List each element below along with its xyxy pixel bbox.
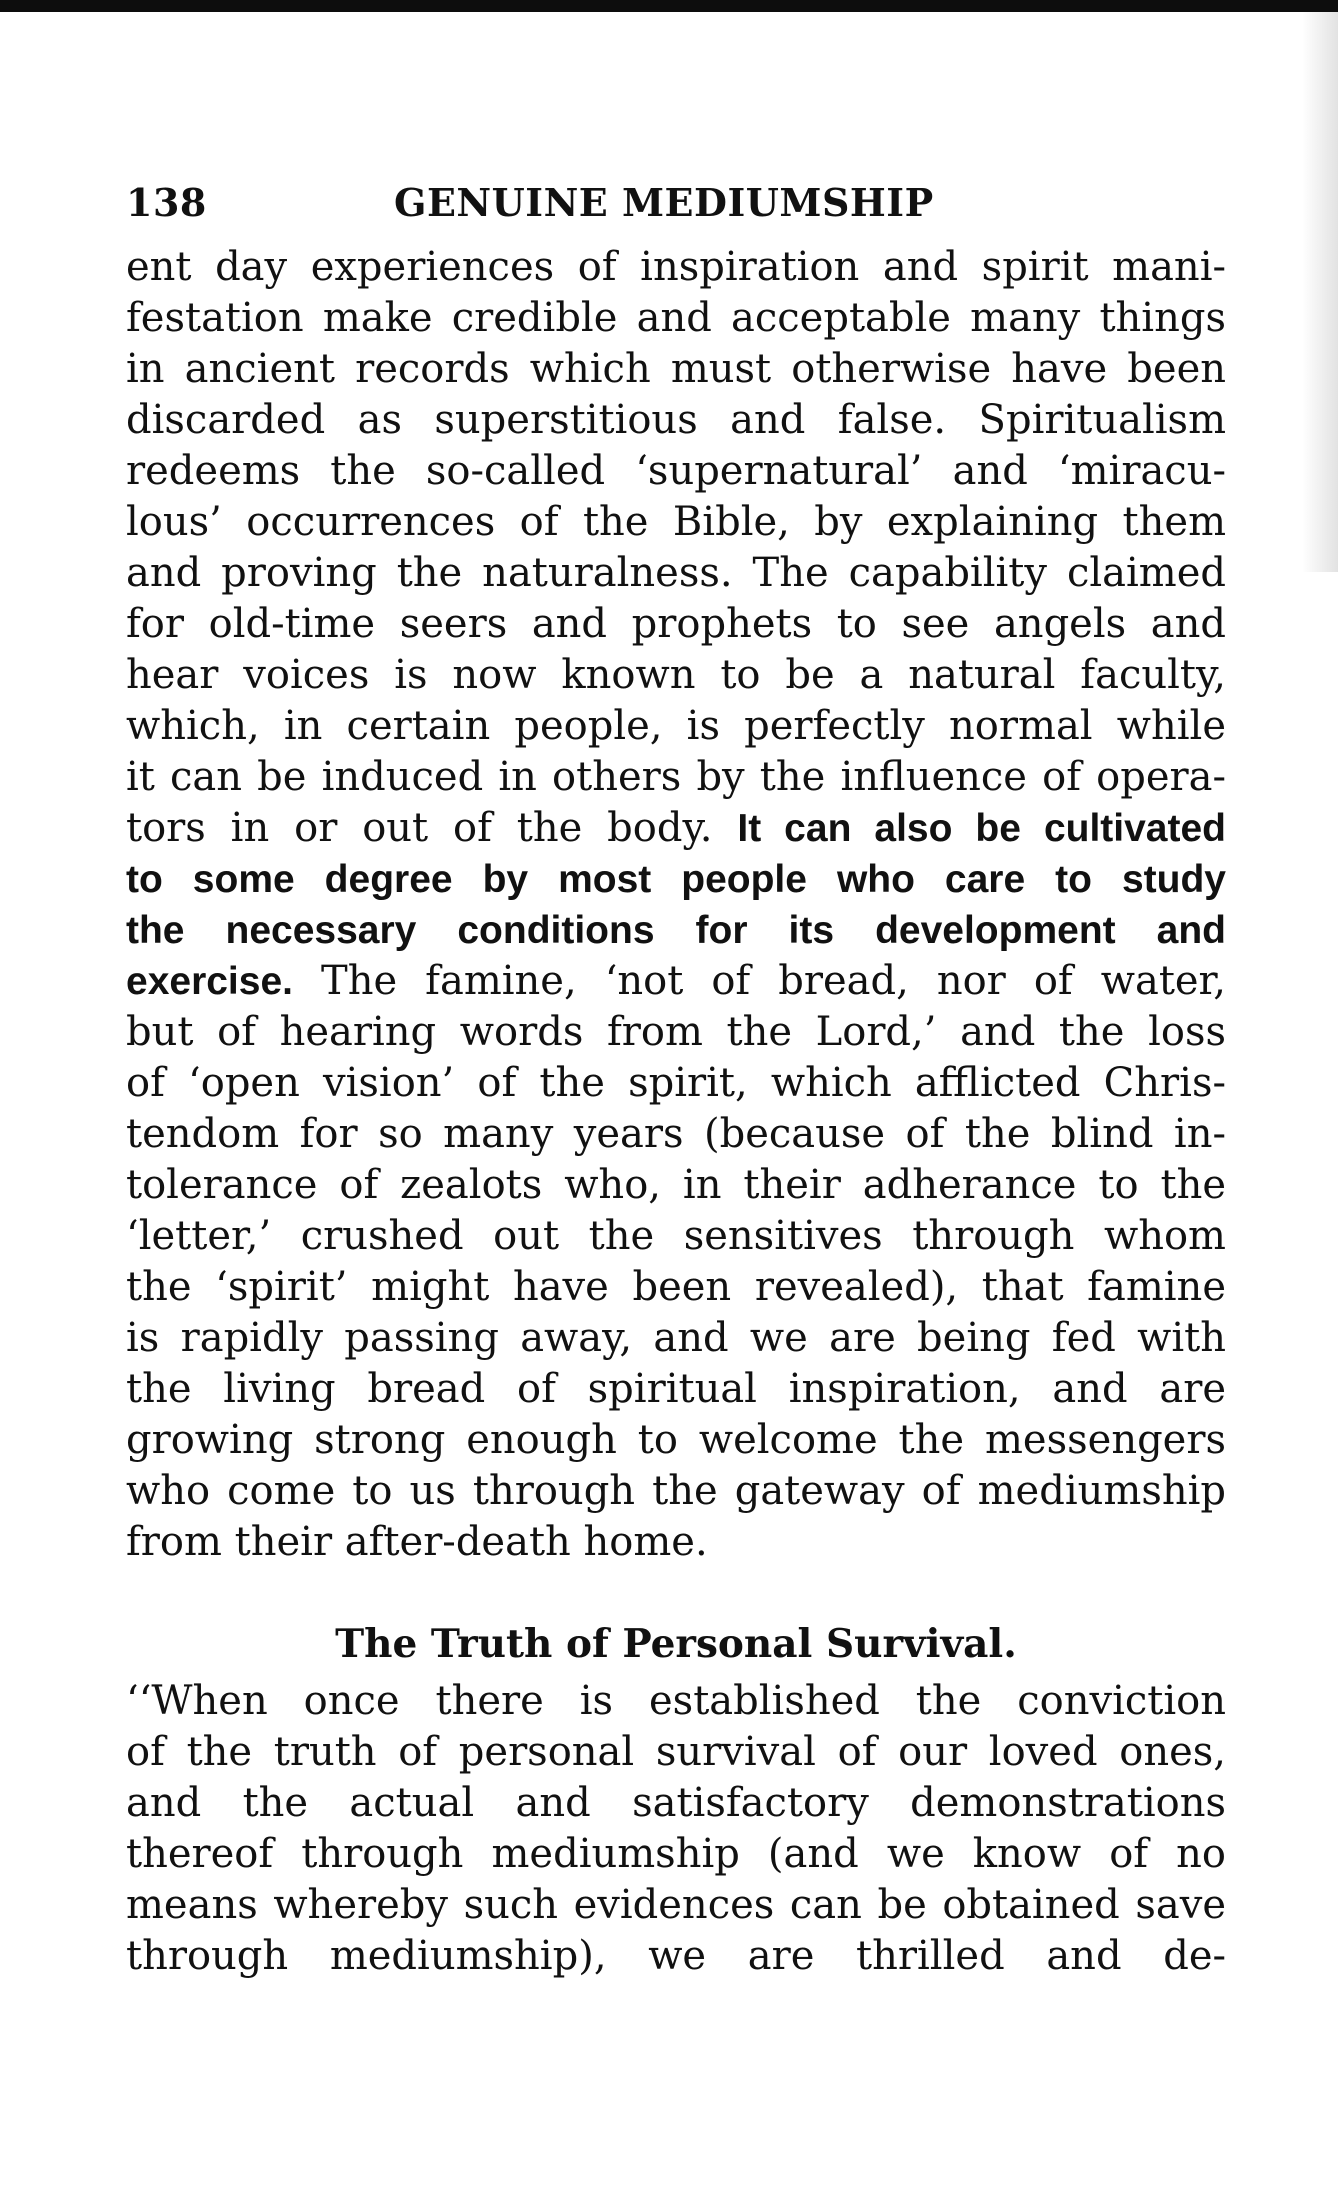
text-line: is rapidly passing away, and we are being fed with [126,1315,1226,1361]
text-line: in ancient records which must otherwise have been [126,346,1226,392]
text-line: and the actual and satisfactory demonstrations [126,1780,1226,1826]
running-header [126,180,1226,242]
text-line: discarded as superstitious and false. Spiritualism [126,397,1226,443]
top-border-rule [0,0,1338,12]
text-line: who come to us through the gateway of mediumship [126,1468,1226,1514]
text-line: of the truth of personal survival of our loved ones, [126,1729,1226,1775]
text-line: redeems the so-called ‘supernatural’ and ‘miracu- [126,448,1226,494]
text-line: and proving the naturalness. The capability claimed [126,550,1226,596]
text-line: growing strong enough to welcome the messengers [126,1417,1226,1463]
text-line: ‘‘When once there is established the conviction [126,1678,1226,1724]
text-line: the living bread of spiritual inspiration, and are [126,1366,1226,1412]
bold-emphasis-line: to some degree by most people who care to study [126,858,1226,901]
paragraph-1 [126,242,1226,1568]
text-line: tendom for so many years (because of the blind in- [126,1111,1226,1157]
paragraph-2 [126,1676,1226,1982]
text-line: it can be induced in others by the influence of opera- [126,754,1226,800]
text-line: tolerance of zealots who, in their adherance to the [126,1162,1226,1208]
text-line: festation make credible and acceptable many things [126,295,1226,341]
text-line: lous’ occurrences of the Bible, by explaining them [126,499,1226,545]
text-line: through mediumship), we are thrilled and de- [126,1933,1226,1979]
section-heading: The Truth of Personal Survival. [335,1621,1017,1667]
bold-emphasis: It can also be cultivated [737,807,1226,850]
running-title: GENUINE MEDIUMSHIP [394,180,934,225]
text-line-mixed [126,803,1226,854]
text-line: thereof through mediumship (and we know of no [126,1831,1226,1877]
page-number: 138 [126,180,207,225]
text-line: ent day experiences of inspiration and spirit mani- [126,244,1226,290]
text-line: from their after-death home. [126,1519,708,1565]
text-line: of ‘open vision’ of the spirit, which afflicted Chris- [126,1060,1226,1106]
text-line: means whereby such evidences can be obtained save [126,1882,1226,1928]
bold-emphasis-line: the necessary conditions for its development and [126,909,1226,952]
page-edge-shadow [1302,12,1338,572]
text-segment: The famine, ‘not of bread, nor of water, [321,958,1226,1004]
book-page [126,180,1226,1982]
text-line: the ‘spirit’ might have been revealed), that famine [126,1264,1226,1310]
text-line: hear voices is now known to be a natural faculty, [126,652,1226,698]
text-line: for old-time seers and prophets to see angels and [126,601,1226,647]
text-line: which, in certain people, is perfectly normal while [126,703,1226,749]
text-line: ‘letter,’ crushed out the sensitives through whom [126,1213,1226,1259]
text-segment: tors in or out of the body. [126,805,713,851]
text-line-mixed [126,956,1226,1007]
bold-emphasis: exercise. [126,960,293,1003]
text-line: but of hearing words from the Lord,’ and the loss [126,1009,1226,1055]
